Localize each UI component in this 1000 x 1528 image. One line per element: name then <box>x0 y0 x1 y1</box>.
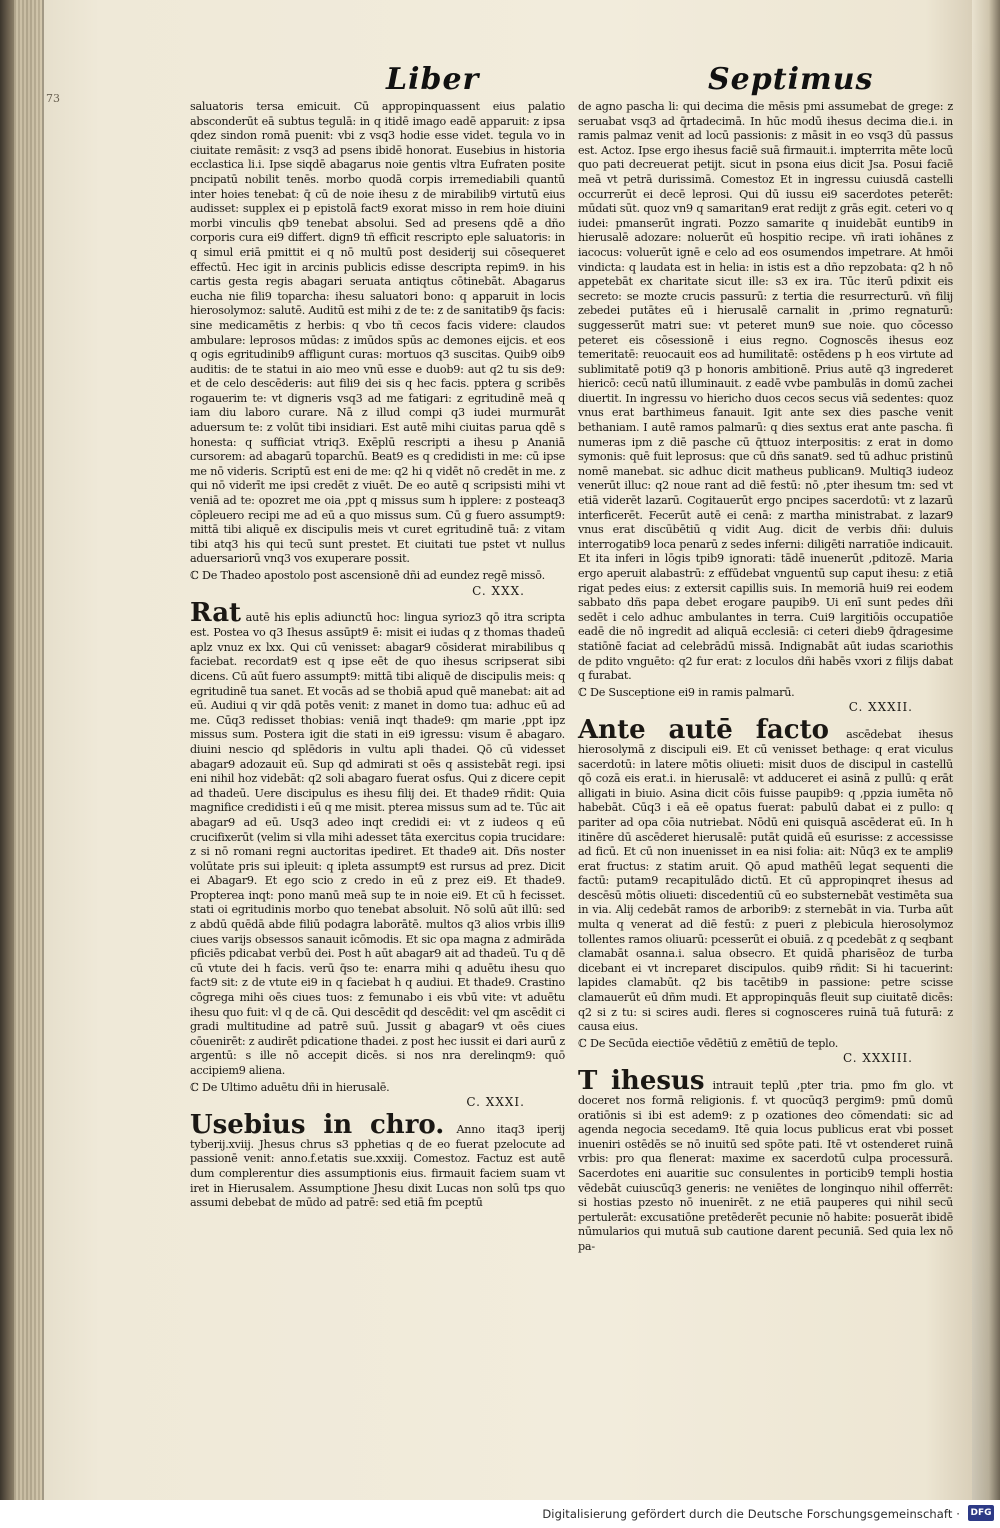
paragraph: T ihesus intrauit teplū ,pter tria. pmo fm glo. vt doceret nos formā religionis. f. vt quocūq3 pergim9: pmū domū oratiōnis si ibi est adem9: z p ozationes deo cōmendati: sic ad agenda negocia secedam9. Itē quia locus publicus erat vbi posset inueniri ostēdēs se nō inuitū sed spōte pati. Itē vt ostenderet ruinā vrbis: pro qua flenerat: maxime ex sacerdotū culpa processurā. Sacerdotes eni auaritie suc consulentes in porticib9 templi hostia vēdebāt cuiuscūq3 generis: ne veniētes de longinquo nihil offerrēt: si hostias pzesto nō inuenirēt. z ne etiā pauperes qui nihil secū pertulerāt: excusatiōne pretēderēt pecunie nō habite: posuerāt ibidē nūmularios qui mutuā sub cautione darent pecuniā. Sed quia lex nō pa- <box>578 1066 953 1253</box>
text-column-right <box>578 100 953 1255</box>
paragraph: Rat autē his eplis adiunctū hoc: lingua syrioz3 qō itra scripta est. Postea vo q3 Ihesus assūpt9 ē: misit ei iudas q z thomas thadeū aplz vnuz ex lxx. Qui cū venisset: abagar9 cōsiderat mirabilibus q faciebat. recordat9 est q ipse eēt de quo ihesus scripserat sibi dicens. Cū aūt fuero assumpt9: mittā tibi aliquē de discipulis meis: q egritudinē tua sanet. Et vocās ad se thobiā apud quē manebat: ait ad eū. Audiui q vir qdā potēs venit: z manet in domo tua: adhuc eū ad me. Cūq3 redisset thobias: veniā inqt thade9: qm marie ,ppt ipz missus sum. Postera igit die stati in ei9 igressu: visum ē abagaro. diuini nescio qd splēdoris in vultu apli thadei. Qō cū videsset abagar9 adozauit eū. Sup qd admirati st oēs q assistebāt regi. ipsi eni nihil hoz videbāt: q2 soli abagaro fuerat osfus. Qui z dicere cepit ad thadeū. Uere discipulus es ihesu filij dei. Et thade9 rñdit: Quia magnifice credidisti i eū q me misit. pterea missus sum ad te. Tūc ait abagar9 ad eū. Usq3 adeo inqt credidi ei: vt z iudeos q eū crucifixerūt (velim si vlla mihi adesset tāta exercitus copia trucidare: z si nō romani regni auctoritas ipediret. Et thade9 ait. Dñs noster volūtate pris sui ipleuit: q ipleta assumpt9 est rursus ad prez. Dicit ei Abagar9. Et ego scio z credo in eū z prez ei9. Et thade9. Propterea inqt: pono manū meā sup te in noie ei9. Et cū h fecisset. stati oi egritudinis morbo quo tenebat absoluit. Nō solū aūt illū: sed z abdū quēdā abde filiū podagra laborātē. multos q3 alios vrbis illi9 ciues varijs obsessos sanauit icōmodis. Et sic opa magna z admirāda pficiēs pdicabat verbū dei. Post h aūt abagar9 ait ad thadeū. Tu q dē cū vtute dei h facis. verū q̄so te: enarra mihi q aduētu ihesu quo fact9 sit: z de vtute ei9 in q faciebat h q audiui. Et thade9. Crastino cōgrega mihi oēs ciues tuos: z femunabo i eis vbū vite: vt aduētu ihesu quo fuit: vl q de cā. Qui descēdit qd descēdit: vel qm ascēdit ci gradi multitudine ad patrē suū. Jussit g abagar9 vt oēs ciues cōuenirēt: z audirēt pdicatione thadei. z post hec iussit ei dari aurū z argentū: s ille nō accepit dicēs. si nos nra derelinqm9: quō accipiem9 aliena. <box>190 598 565 1077</box>
chapter-heading: ℂ De Thadeo apostolo post ascensionē dñi ad eundez regē missō. C. XXX. <box>190 569 565 598</box>
chapter-heading: ℂ De Ultimo aduētu dñi in hierusalē. C. XXXI. <box>190 1081 565 1110</box>
paragraph: de agno pascha li: qui decima die mēsis pmi assumebat de grege: z seruabat vsq3 ad q̄rtadecimā. In hūc modū ihesus decima die.i. in ramis palmaz venit ad locū passionis: z māsit in eo vsq3 dū passus est. Actoz. Ipse ergo ihesus faciē suā firmauit.i. impterrita mēte locū quo pati decreuerat petijt. sicut in psona eius dicit Jsa. Posui faciē meā vt petrā durissimā. Comestoz Et in ingressu cuiusdā castelli occurrerūt ei decē leprosi. Qui dū iussu ei9 sacerdotes peterēt: mūdati sūt. quoz vn9 q samaritan9 erat redijt z grās egit. ceteri vo q iudei: pmanserūt ingrati. Pozzo samarite q inuidebāt euntib9 in hierusalē adozare: noluerūt eū hospitio recipe. vñ irati iohānes z iacocus: voluerūt ignē e celo ad eos osumendos impetrare. At hmōi vindicta: q laudata est in helia: in istis est a dño repzobata: q2 h nō appetebāt ex charitate sicut ille: s3 ex ira. Tūc iterū pdixit eis secreto: se mozte crucis passurū: z tertia die resurrecturū. vñ filij zebedei putātes eū i hierusalē carnalit in ,primo regnaturū: suggesserūt matri sue: vt peteret mun9 sue noie. quo cōcesso peteret eis cōsessionē i eius regno. Cognoscēs ihesus eoz temeritatē: reuocauit eos ad humilitatē: ostēdens p h eos virtute ad sublimitatē poti9 q3 p honoris ambitionē. Prius autē q3 ingrederet hiericō: cecū natū illuminauit. z eadē vvbe pambulās in domū zachei diuertit. In ingressu vo hiericho duos cecos secus viā sedentes: quoz vnus erat barthimeus fanauit. Igit ante sex dies pasche venit bethaniam. I autē ramos palmarū: q dies sextus erat ante pascha. fi numeras ipm z diē pasche cū q̄ttuoz interpositis: z erat in domo symonis: quē fuit leprosus: que cū dñs sanat9. sed tū adhuc pristinū nomē manebat. sic adhuc dicit matheus publican9. Multiq3 iudeoz venerūt illuc: q2 noue rant ad diē festū: nō ,pter ihesum tm: sed vt etiā viderēt lazarū. Cogitauerūt ergo pncipes sacerdotū: vt z lazarū interficerēt. Fecerūt autē ei cenā: z martha ministrabat. z lazar9 vnus erat discūbētiū q vidit Aug. dicit de verbis dñi: duluis interrogatib9 loca penarū z sedes inferni: diligēti narratiōe indicauit. Et ita inferi in lōgis tpib9 ignorati: tādē inuenerūt ,pditozē. Maria ergo aperuit alabastrū: z effūdebat vnguentū sup caput ihesu: z etiā rigat pedes eius: z extersit capillis suis. In memoriā hui9 rei eodem sabbato dñs papa debet erogare paupib9. Ui enī sunt pedes dñi sedēt i celo adhuc ambulantes in terra. Cui9 largitiōis occupatiōe eadē die nō ingredit ad aliquā ecclesiā: ci ceteri dieb9 q̄dragesime statiōnē faciat ad celebrādū missā. Indignabāt aūt iudas scariothis de pdito vnguēto: q2 fur erat: z loculos dñi habēs vxori z filijs dabat q furabat. <box>578 100 953 683</box>
paragraph: Ante autē facto ascēdebat ihesus hierosolymā z discipuli ei9. Et cū venisset bethage: q erat viculus sacerdotū: in latere mōtis oliueti: misit duos de discipul in castellū qō cozā eis erat.i. in hierusalē: vt adduceret ei asinā z pullū: q erāt alligati in biuio. Asina dicit cōis fuisse paupib9: q ,ppzia iumēta nō habebāt. Cūq3 i eā eē opatus fuerat: pabulū dabat ei z pullo: q pariter ad opa cōia nutriebat. Nōdū eni quisquā ascēderat eū. In h itinēre dū ascēderet hierusalē: putāt quidā eū esurisse: z accessisse ad ficū. Et cū non inuenisset in ea nisi folia: ait: Nūq3 ex te ampli9 erat fructus: z statim aruit. Qō apud mathēū legat sequenti die factū: putam9 recapitulādo dictū. Et cū appropinqret ihesus ad descēsū mōtis oliueti: discedentiū cū eo substernebāt vestimēta sua in via. Alij cedebāt ramos de arborib9: z sternebāt in via. Turba aūt multa q venerat ad diē festū: z pueri z plebicula hierosolymoz tollentes ramos oliuarū: pcesserūt ei obuiā. z q pcedebāt z q seqbant clamabāt osanna.i. salua obsecro. Et quidā pharisēoz de turba dicebant ei vt increparet discipulos. quib9 rñdit: Si hi tacuerint: lapides clamabūt. q2 bis tacētib9 in passione: petre scisse clamauerūt eū dñm mudi. Et appropinquās fleuit sup ciuitatē dicēs: q2 si z tu: si scires audi. fleres si cognosceres ruinā tuā futurā: z causa eius. <box>578 714 953 1034</box>
dfg-logo: DFG <box>968 1505 994 1521</box>
chapter-number: C. XXXI. <box>466 1095 525 1110</box>
running-header-left: Liber <box>386 62 480 97</box>
decorated-initial: Ante autē facto <box>578 714 829 745</box>
chapter-number: C. XXXII. <box>848 700 913 715</box>
chapter-number: C. XXXIII. <box>842 1051 913 1066</box>
page-mark: 73 <box>46 92 60 105</box>
text-column-left <box>190 100 565 1211</box>
running-header-right: Septimus <box>708 62 874 97</box>
funding-credit: Digitalisierung gefördert durch die Deutsche Forschungsgemeinschaft · <box>542 1507 960 1521</box>
decorated-initial: Usebius in chro. <box>190 1109 445 1140</box>
chapter-number: C. XXX. <box>472 583 525 598</box>
paragraph: saluatoris tersa emicuit. Cū appropinquassent eius palatio absconderūt eā subtus tegulā: in q itidē imago eadē apparuit: z ipsa qdez sindon romā puenit: vbi z vsq3 hodie esse videt. tegula vo in ciuitate remāsit: z vsq3 ad psens ibidē honorat. Eusebius in historia ecclastica li.i. Ipse siqdē abagarus noie gentis vltra Eufraten posite pncipatū nobilit tenēs. morbo quodā corpis irremediabili quantū inter hoies tenebat: q̄ cū de noie ihesu z de mirabilib9 virtutū eius audisset: supplex ei p epistolā fact9 exorat misso in rem hoie diuini morbi vinculis qb9 tenebat absolui. Sed ad presens qdē a dño corporis cura ei9 differt. dign9 tñ efficit rescripto eple saluatoris: in q simul eriā pmittit ei q nō multū post desiderij sui cōsequeret effectū. Hec igit in arcinis publicis edisse descripta repim9. in his cartis gesta regis abagari seruata antiqtus cōtinebāt. Abagarus eucha nie fili9 toparcha: ihesu saluatori bono: q apparuit in locis hierosolymoz: salutē. Auditū est mihi z de te: z de sanitatib9 q̄s facis: sine medicamētis z herbis: q vbo tñ cecos facis videre: claudos ambulare: leprosos mūdas: z imūdos spūs ac demones eijcis. et eos q ogis egritudinib9 affligunt curas: mortuos q3 suscitas. Quib9 oib9 auditis: de te statui in aio meo vnū esse e duob9: aut q2 tu sis de9: et de celo descēderis: aut fili9 dei sis q hec facis. pptera g scribēs rogauerim te: vt digneris vsq3 ad me fatigari: z egritudinē meā q iam diu laboro curare. Nā z illud compi q3 iudei murmurāt aduersum te: z volūt tibi insidiari. Est autē mihi ciuitas parua qdē s honesta: q sufficiat vtriq3. Exēplū rescripti a ihesu p Ananiā cursorem: ad abagarū toparchū. Beat9 es q credidisti in me: cū ipse me nō videris. Scriptū est eni de me: q2 hi q vidēt nō credēt in me. z qui nō viderīt me ipsi credēt z viuēt. De eo autē q scripsisti mihi vt veniā ad te: opozret me oia ,ppt q missus sum h ipplere: z posteaq3 cōpleuero recipi me ad eū a quo missus sum. Cū g fuero assumpt9: mittā tibi aliquē ex discipulis meis vt curet egritudinē tuā: z vitam tibi atq3 his qui tecū sunt prestet. Et ciuitati tue pstet vt nullus aduersariorū vnq3 vos exuperare possit. <box>190 100 565 566</box>
facing-page-edge <box>972 0 1000 1500</box>
chapter-heading: ℂ De Susceptione ei9 in ramis palmarū. C. XXXII. <box>578 686 953 715</box>
decorated-initial: Rat <box>190 598 242 629</box>
paragraph: Usebius in chro. Anno itaq3 iperij tyberij.xviij. Jhesus chrus s3 pphetias q de eo fuerat pzelocute ad passionē venit: anno.f.etatis sue.xxxiij. Comestoz. Factuz est autē dum complerentur dies assumptionis eius. firmauit faciem suam vt iret in Hierusalem. Assumptione Jhesu dixit Lucas non solū tps quo assumi debebat de mūdo ad patrē: sed etiā fm pceptū <box>190 1109 565 1210</box>
footer-bar <box>0 1500 1000 1528</box>
chapter-heading: ℂ De Secūda eiectiōe vēdētiū z emētiū de teplo. C. XXXIII. <box>578 1037 953 1066</box>
decorated-initial: T ihesus <box>578 1066 705 1096</box>
